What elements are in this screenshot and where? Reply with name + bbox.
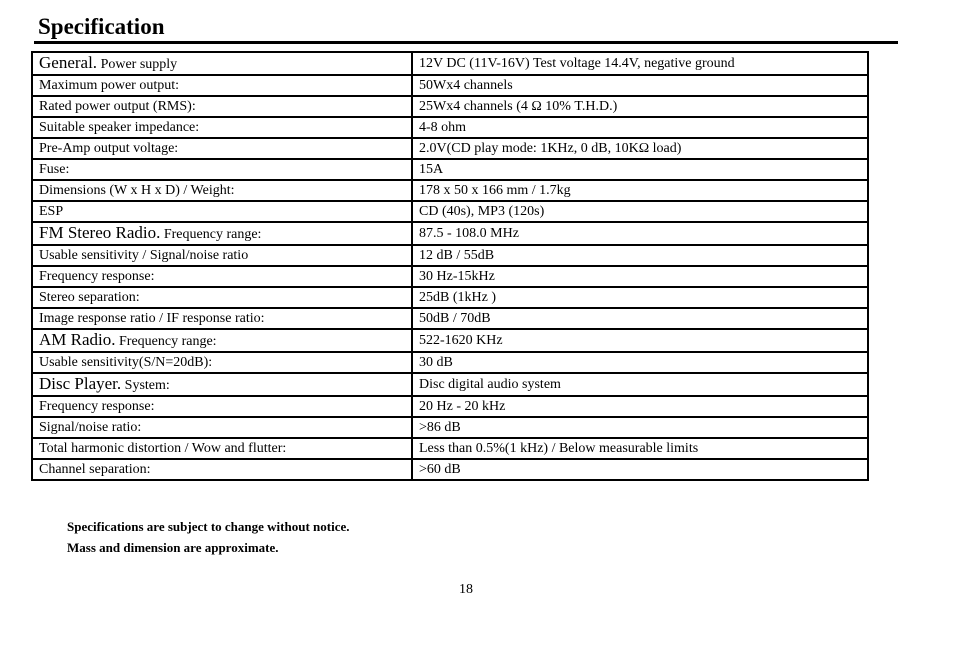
table-row <box>32 75 868 96</box>
spec-label: Stereo separation: <box>39 290 140 305</box>
spec-label-cell <box>32 96 412 117</box>
table-row <box>32 245 868 266</box>
spec-label-cell <box>32 75 412 96</box>
spec-label: Usable sensitivity(S/N=20dB): <box>39 355 213 370</box>
spec-label: Frequency response: <box>39 269 155 284</box>
table-row <box>32 52 868 75</box>
spec-value: CD (40s), MP3 (120s) <box>412 201 868 222</box>
specification-table <box>31 51 869 481</box>
spec-label: Usable sensitivity / Signal/noise ratio <box>39 248 249 263</box>
spec-value: 30 dB <box>412 352 868 373</box>
table-row <box>32 329 868 352</box>
spec-label: Fuse: <box>39 162 70 177</box>
page-title: Specification <box>38 14 165 39</box>
spec-label-cell <box>32 438 412 459</box>
page-number: 18 <box>459 582 473 597</box>
spec-value: 15A <box>412 159 868 180</box>
spec-label-cell <box>32 138 412 159</box>
spec-label-cell <box>32 201 412 222</box>
table-row <box>32 373 868 396</box>
table-row <box>32 308 868 329</box>
specification-table-body <box>32 52 868 480</box>
spec-label-cell <box>32 117 412 138</box>
section-heading: AM Radio. <box>39 330 116 349</box>
table-row <box>32 159 868 180</box>
spec-label-cell <box>32 352 412 373</box>
spec-label-cell <box>32 159 412 180</box>
spec-value: 522-1620 KHz <box>412 329 868 352</box>
table-row <box>32 396 868 417</box>
section-heading: Disc Player. <box>39 374 122 393</box>
spec-label: Dimensions (W x H x D) / Weight: <box>39 183 235 198</box>
spec-label-cell <box>32 329 412 352</box>
spec-label-cell <box>32 180 412 201</box>
spec-label: Image response ratio / IF response ratio: <box>39 311 265 326</box>
spec-label-cell <box>32 222 412 245</box>
spec-value: 12 dB / 55dB <box>412 245 868 266</box>
spec-label: Suitable speaker impedance: <box>39 120 200 135</box>
note-approximate: Mass and dimension are approximate. <box>67 540 279 555</box>
section-heading: General. <box>39 53 98 72</box>
spec-value: 178 x 50 x 166 mm / 1.7kg <box>412 180 868 201</box>
spec-value: 25Wx4 channels (4 Ω 10% T.H.D.) <box>412 96 868 117</box>
table-row <box>32 180 868 201</box>
spec-label-cell <box>32 373 412 396</box>
table-row <box>32 222 868 245</box>
spec-label-cell <box>32 396 412 417</box>
spec-value: 2.0V(CD play mode: 1KHz, 0 dB, 10KΩ load) <box>412 138 868 159</box>
spec-value: >60 dB <box>412 459 868 480</box>
spec-value: 20 Hz - 20 kHz <box>412 396 868 417</box>
spec-label: Frequency range: <box>163 227 262 242</box>
spec-value: Less than 0.5%(1 kHz) / Below measurable limits <box>412 438 868 459</box>
table-row <box>32 287 868 308</box>
spec-label-cell <box>32 417 412 438</box>
spec-label: Total harmonic distortion / Wow and flutter: <box>39 441 287 456</box>
spec-label: System: <box>124 378 170 393</box>
table-row <box>32 459 868 480</box>
table-row <box>32 417 868 438</box>
spec-label: Frequency response: <box>39 399 155 414</box>
table-row <box>32 96 868 117</box>
table-row <box>32 138 868 159</box>
spec-label-cell <box>32 459 412 480</box>
spec-value: 50Wx4 channels <box>412 75 868 96</box>
table-row <box>32 438 868 459</box>
spec-value: 50dB / 70dB <box>412 308 868 329</box>
spec-value: Disc digital audio system <box>412 373 868 396</box>
spec-label-cell <box>32 245 412 266</box>
spec-value: 30 Hz-15kHz <box>412 266 868 287</box>
spec-label: Channel separation: <box>39 462 151 477</box>
spec-value: 87.5 - 108.0 MHz <box>412 222 868 245</box>
spec-label-cell <box>32 287 412 308</box>
section-heading: FM Stereo Radio. <box>39 223 161 242</box>
spec-label: Power supply <box>100 57 178 72</box>
spec-label: Maximum power output: <box>39 78 179 93</box>
title-underline <box>34 41 898 44</box>
table-row <box>32 266 868 287</box>
spec-label-cell <box>32 52 412 75</box>
table-row <box>32 117 868 138</box>
spec-label: Signal/noise ratio: <box>39 420 142 435</box>
spec-value: >86 dB <box>412 417 868 438</box>
spec-value: 12V DC (11V-16V) Test voltage 14.4V, negative ground <box>412 52 868 75</box>
note-change-notice: Specifications are subject to change without notice. <box>67 519 350 534</box>
spec-value: 25dB (1kHz ) <box>412 287 868 308</box>
spec-label: Rated power output (RMS): <box>39 99 196 114</box>
table-row <box>32 352 868 373</box>
spec-label: ESP <box>39 204 64 219</box>
spec-label-cell <box>32 266 412 287</box>
notes <box>67 516 349 558</box>
spec-value: 4-8 ohm <box>412 117 868 138</box>
spec-label: Frequency range: <box>119 334 217 349</box>
spec-label-cell <box>32 308 412 329</box>
table-row <box>32 201 868 222</box>
spec-label: Pre-Amp output voltage: <box>39 141 179 156</box>
